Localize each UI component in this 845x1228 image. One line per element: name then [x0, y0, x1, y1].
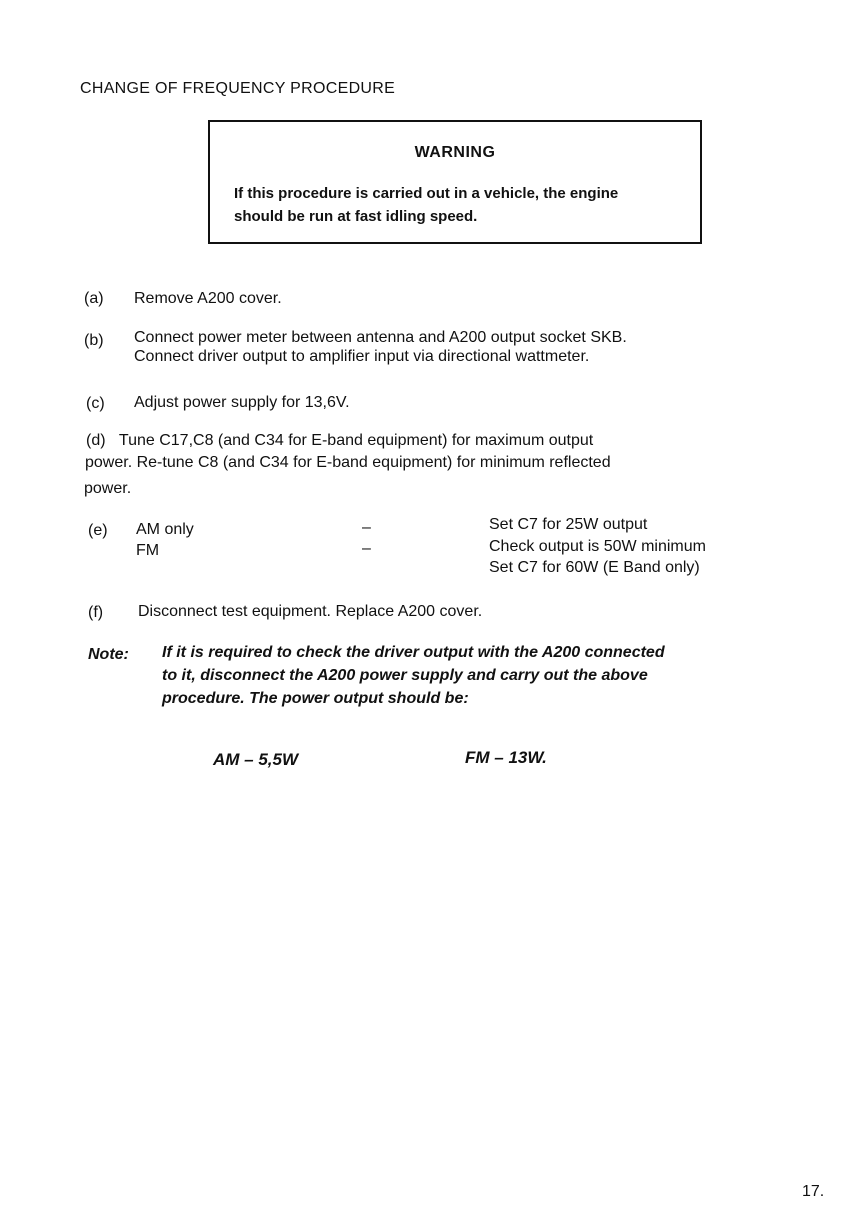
step-e-label: (e) [88, 522, 108, 539]
step-c-text: Adjust power supply for 13,6V. [134, 394, 350, 411]
step-e-mode-fm: FM [136, 542, 160, 559]
step-d-line-2: power. Re-tune C8 (and C34 for E-band equipment) for minimum reflected [85, 454, 611, 471]
step-e-dash-1: – [362, 519, 371, 536]
note-line-3: procedure. The power output should be: [162, 690, 469, 707]
note-line-2: to it, disconnect the A200 power supply and carry out the above [162, 667, 648, 684]
step-a-label: (a) [84, 290, 104, 307]
step-f-text: Disconnect test equipment. Replace A200 cover. [138, 603, 483, 620]
warning-line-2: should be run at fast idling speed. [234, 208, 478, 225]
step-d-line-3: power. [84, 480, 132, 497]
step-b-line-1: Connect power meter between antenna and A200 output socket SKB. [134, 329, 627, 346]
step-e-action-2: Check output is 50W minimum [489, 538, 706, 555]
warning-box [208, 120, 702, 244]
page-title: CHANGE OF FREQUENCY PROCEDURE [80, 80, 396, 97]
note-line-1: If it is required to check the driver output with the A200 connected [162, 644, 665, 661]
step-b-line-2: Connect driver output to amplifier input via directional wattmeter. [134, 348, 590, 365]
warning-text [234, 182, 694, 228]
step-d-label: (d) [86, 432, 106, 449]
step-f-label: (f) [88, 604, 104, 621]
step-c-label: (c) [86, 395, 105, 412]
step-d-text-1: Tune C17,C8 (and C34 for E-band equipment) for maximum output [118, 432, 594, 449]
warning-line-1: If this procedure is carried out in a vehicle, the engine [234, 185, 619, 202]
step-e-action-3: Set C7 for 60W (E Band only) [489, 559, 700, 576]
note-label: Note: [88, 646, 129, 663]
step-a-text: Remove A200 cover. [134, 290, 282, 307]
step-e-action-1: Set C7 for 25W output [489, 516, 648, 533]
step-d-line-1 [86, 429, 593, 453]
power-output-fm: FM – 13W. [465, 748, 547, 767]
step-e-dash-2: – [362, 540, 371, 557]
power-output-am: AM – 5,5W [213, 750, 299, 769]
step-e-mode-am: AM only [136, 521, 194, 538]
step-b-label: (b) [84, 332, 104, 349]
page-number: 17. [802, 1183, 825, 1200]
note-text [162, 641, 665, 710]
warning-heading: WARNING [414, 144, 496, 161]
